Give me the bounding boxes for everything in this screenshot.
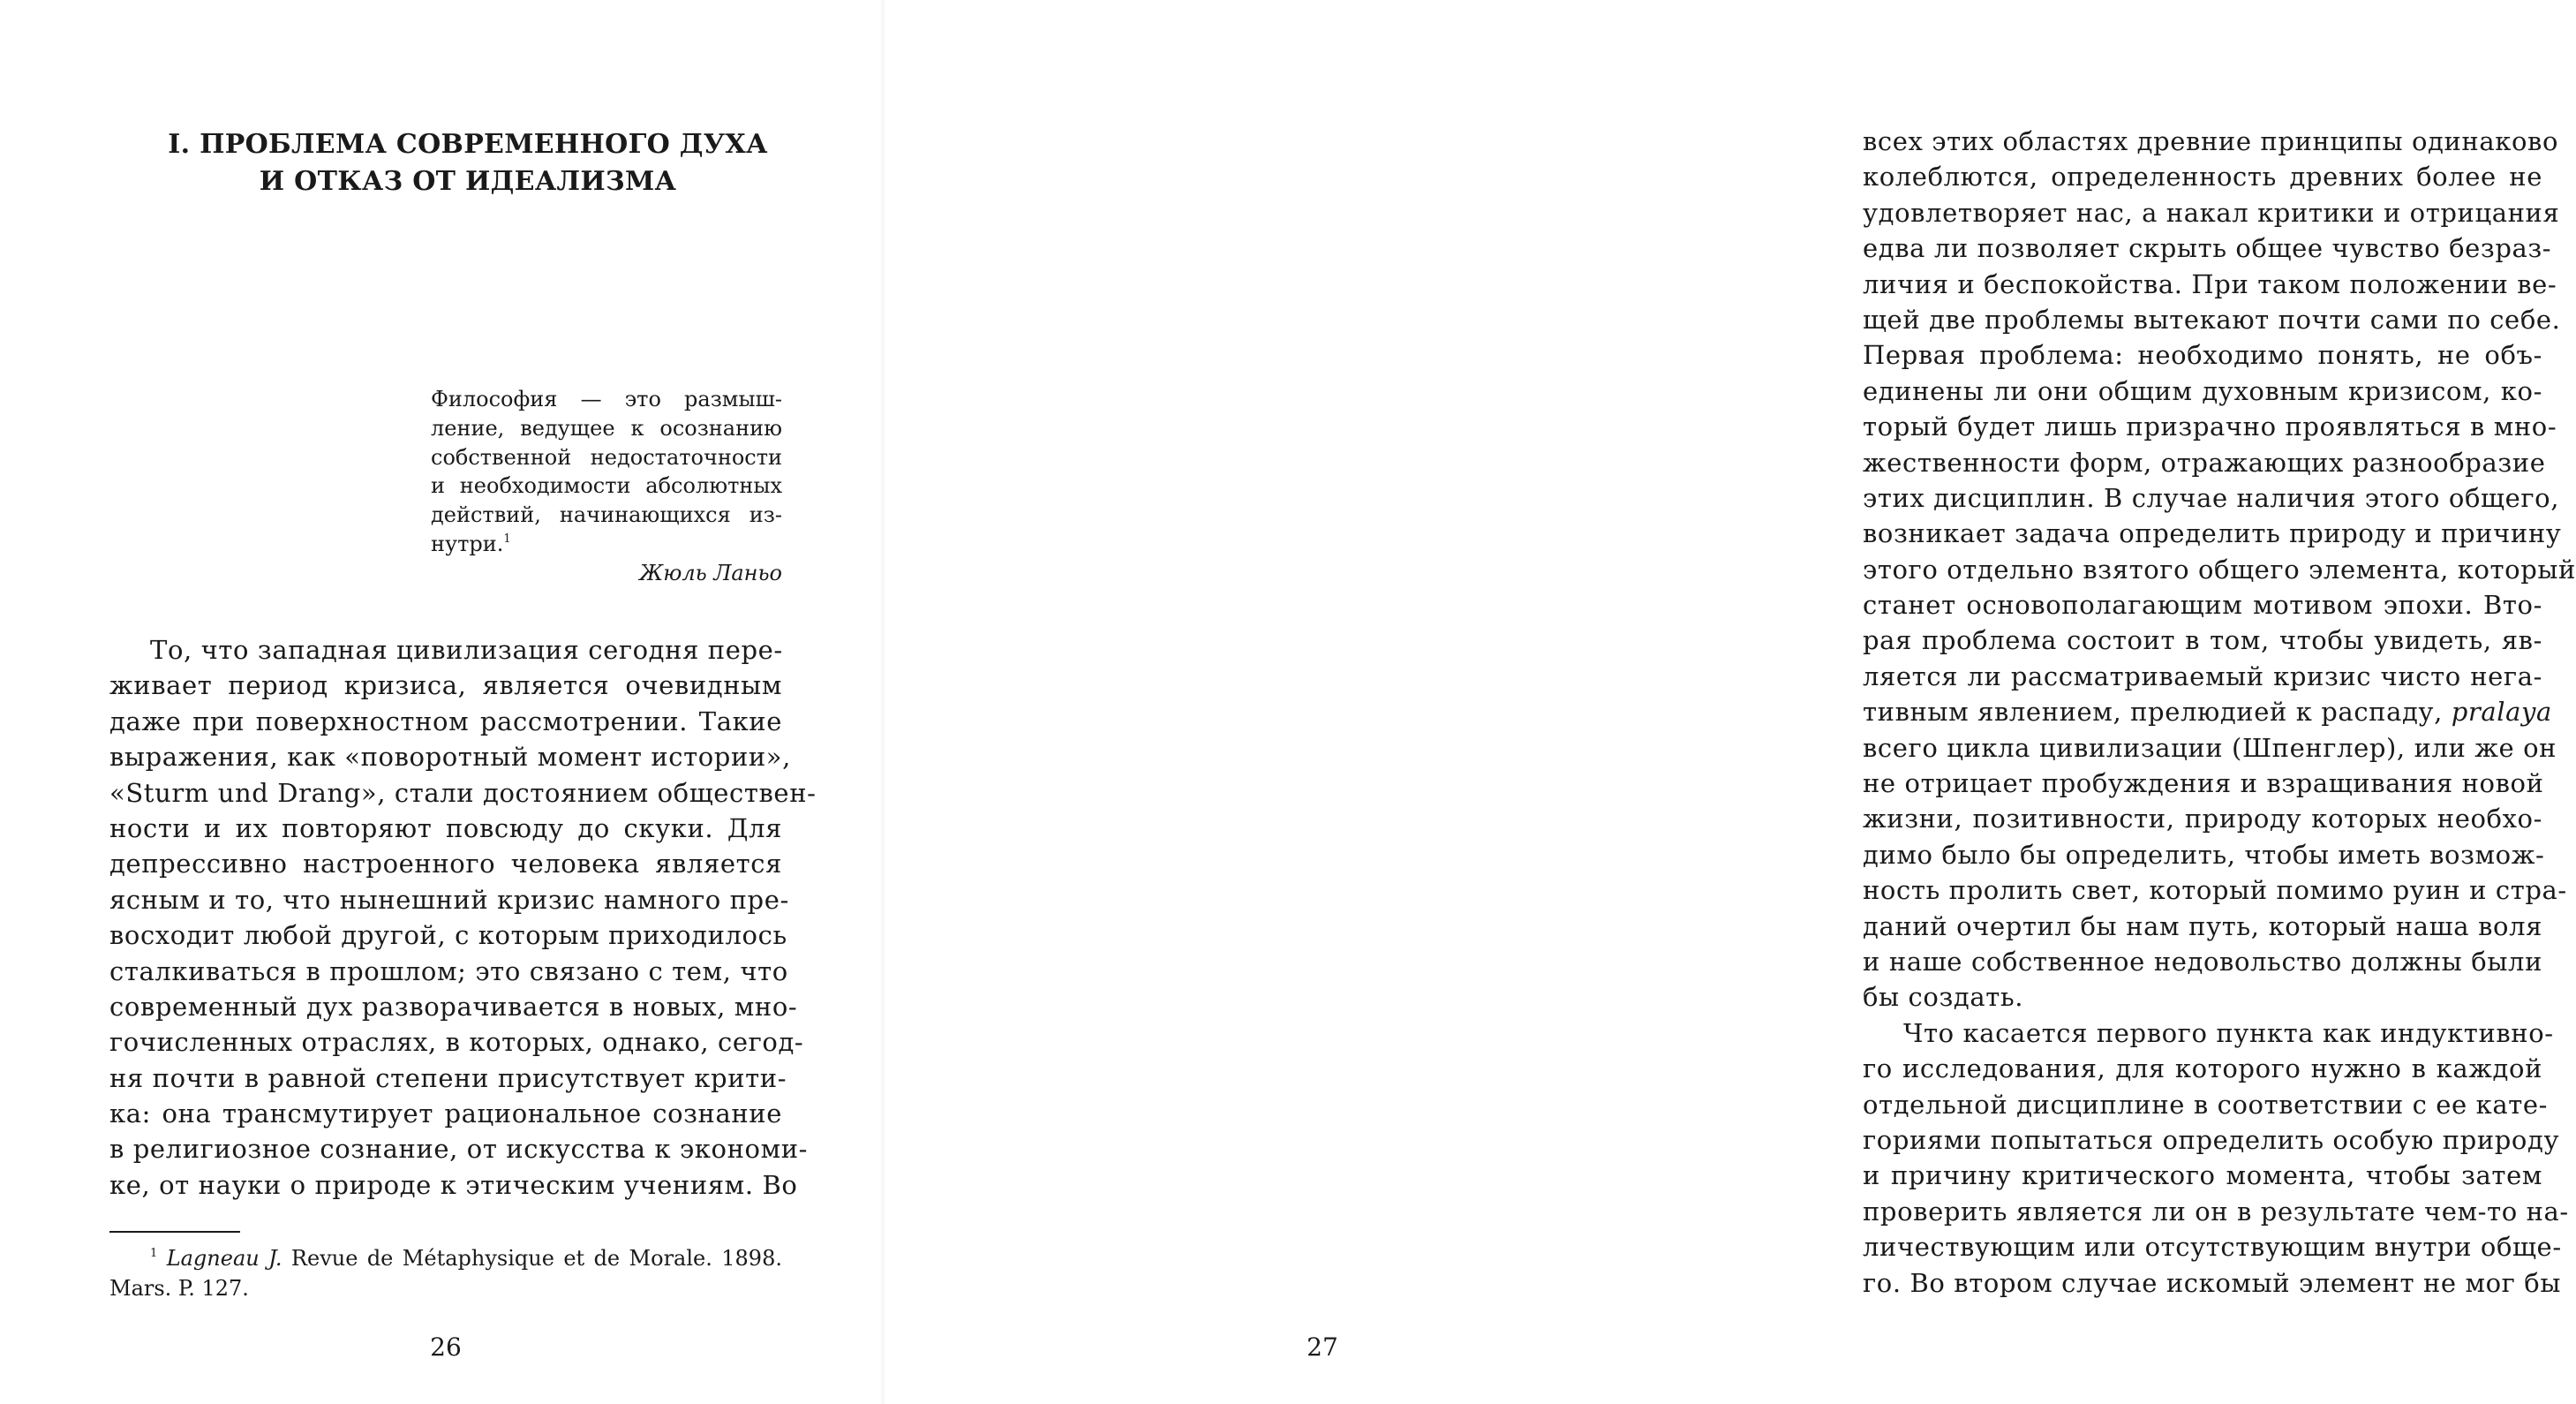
text-line: восходит любой другой, с которым приходилось xyxy=(109,920,787,951)
text-line: даний очертил бы нам путь, который наша воля xyxy=(1863,910,2542,941)
text-line: го исследования, для которого нужно в каждой xyxy=(1863,1053,2542,1084)
chapter-title-line: И ОТКАЗ ОТ ИДЕАЛИЗМА xyxy=(259,166,677,197)
text-line: Что касается первого пункта как индуктивно- xyxy=(1903,1017,2554,1048)
text-line: рая проблема состоит в том, чтобы увидеть, яв- xyxy=(1863,625,2542,656)
text-line: этих дисциплин. В случае наличия этого общего, xyxy=(1863,482,2560,513)
text-line: ляется ли рассматриваемый кризис чисто нега- xyxy=(1863,660,2542,691)
chapter-title-line: I. ПРОБЛЕМА СОВРЕМЕННОГО ДУХА xyxy=(168,129,768,160)
text-line: и наше собственное недовольство должны были xyxy=(1863,946,2542,977)
text-line: этого отдельно взятого общего элемента, который xyxy=(1863,554,2576,585)
text-line: ясным и то, что нынешний кризис намного пре- xyxy=(109,884,789,915)
epigraph-line: действий, начинающихся из- xyxy=(431,502,782,528)
epigraph xyxy=(431,385,782,588)
text-line: жизни, позитивности, природу которых необхо- xyxy=(1863,804,2542,834)
text-line: личествующим или отсутствующим внутри обще- xyxy=(1863,1232,2562,1263)
text-line: станет основополагающим мотивом эпохи. Вто- xyxy=(1863,590,2542,621)
text-line: го. Во втором случае искомый элемент не мог бы xyxy=(1863,1267,2562,1298)
text-line: в религиозное сознание, от искусства к экономи- xyxy=(109,1134,809,1165)
epigraph-line: ление, ведущее к осознанию xyxy=(431,415,782,441)
text-line: димо было бы определить, чтобы иметь возмож- xyxy=(1863,839,2545,870)
epigraph-line xyxy=(431,530,782,559)
text-line: проверить является ли он в результате чем-то на- xyxy=(1863,1196,2569,1227)
text-line: не отрицает пробуждения и взращивания новой xyxy=(1863,768,2544,799)
text-line: бы создать. xyxy=(1863,982,2024,1013)
text-line: «Sturm und Drang», стали достоянием обществен- xyxy=(109,777,817,808)
footnote-mark: 1 xyxy=(503,532,511,546)
right-page xyxy=(883,0,2576,1404)
text-line: Первая проблема: необходимо понять, не объ- xyxy=(1863,340,2542,371)
text-line xyxy=(1863,694,2552,729)
text-line: гориями попытаться определить особую природу xyxy=(1863,1124,2560,1155)
text-line: возникает задача определить природу и причину xyxy=(1863,518,2562,549)
text-line: гочисленных отраслях, в которых, однако, сегод- xyxy=(109,1027,804,1058)
footnote-line xyxy=(109,1243,782,1273)
text-line: депрессивно настроенного человека является xyxy=(109,849,782,879)
left-page xyxy=(0,0,883,1404)
text-line: выражения, как «поворотный момент истории», xyxy=(109,742,791,773)
text-line: всего цикла цивилизации (Шпенглер), или же он xyxy=(1863,732,2557,763)
text-line: единены ли они общим духовным кризисом, ко- xyxy=(1863,375,2542,406)
text-line: торый будет лишь призрачно проявляться в мно- xyxy=(1863,411,2557,442)
epigraph-line: собственной недостаточности xyxy=(431,444,782,470)
text-line: ня почти в равной степени присутствует крити- xyxy=(109,1062,787,1093)
text-line: отдельной дисциплине в соответствии с ее кате- xyxy=(1863,1089,2549,1120)
text-line: живает период кризиса, является очевидным xyxy=(109,670,782,701)
text-line: То, что западная цивилизация сегодня пере- xyxy=(150,635,783,665)
text-line: жественности форм, отражающих разнообразие xyxy=(1863,447,2546,478)
right-body-text xyxy=(1863,124,2576,1301)
text-line: и причину критического момента, чтобы затем xyxy=(1863,1160,2542,1191)
text-line: удовлетворяет нас, а накал критики и отрицания xyxy=(1863,197,2560,228)
epigraph-author: Жюль Ланьо xyxy=(639,560,782,585)
text-line: ка: она трансмутирует рациональное сознание xyxy=(109,1098,782,1129)
text-line: едва ли позволяет скрыть общее чувство безраз- xyxy=(1863,233,2552,264)
text-line: даже при поверхностном рассмотрении. Такие xyxy=(109,706,782,736)
pralaya-term: pralaya xyxy=(2451,697,2552,728)
text-line: колеблются, определенность древних более не xyxy=(1863,162,2542,192)
epigraph-last-text: нутри. xyxy=(431,531,504,556)
text-line: современный дух разворачивается в новых, мно- xyxy=(109,991,798,1022)
epigraph-line: Философия — это размыш- xyxy=(431,387,782,411)
footnote-source: Revue de Métaphysique et de Morale. 1898. xyxy=(290,1246,782,1271)
epigraph-line: и необходимости абсолютных xyxy=(431,473,782,499)
footnote xyxy=(109,1243,782,1303)
text-fragment: тивным явлением, прелюдией к распаду, xyxy=(1863,697,2443,728)
left-body-text xyxy=(109,632,817,1203)
footnote-number: 1 xyxy=(150,1247,158,1260)
page-number: 26 xyxy=(430,1332,462,1362)
text-line: личия и беспокойства. При таком положении ве- xyxy=(1863,268,2557,299)
text-line: щей две проблемы вытекают почти сами по себе. xyxy=(1863,304,2561,335)
text-line: всех этих областях древние принципы одинаково xyxy=(1863,126,2559,156)
text-line: ности и их повторяют повсюду до скуки. Для xyxy=(109,812,782,843)
footnote-divider xyxy=(109,1231,240,1233)
chapter-title xyxy=(154,126,781,200)
text-line: ке, от науки о природе к этическим учениям. Во xyxy=(109,1169,798,1200)
text-line: сталкиваться в прошлом; это связано с тем, что xyxy=(109,955,788,986)
page-number: 27 xyxy=(1307,1332,1338,1362)
text-line: ность пролить свет, который помимо руин и стра- xyxy=(1863,875,2567,906)
footnote-line: Mars. P. 127. xyxy=(109,1276,249,1301)
footnote-author: Lagneau J. xyxy=(166,1246,282,1271)
